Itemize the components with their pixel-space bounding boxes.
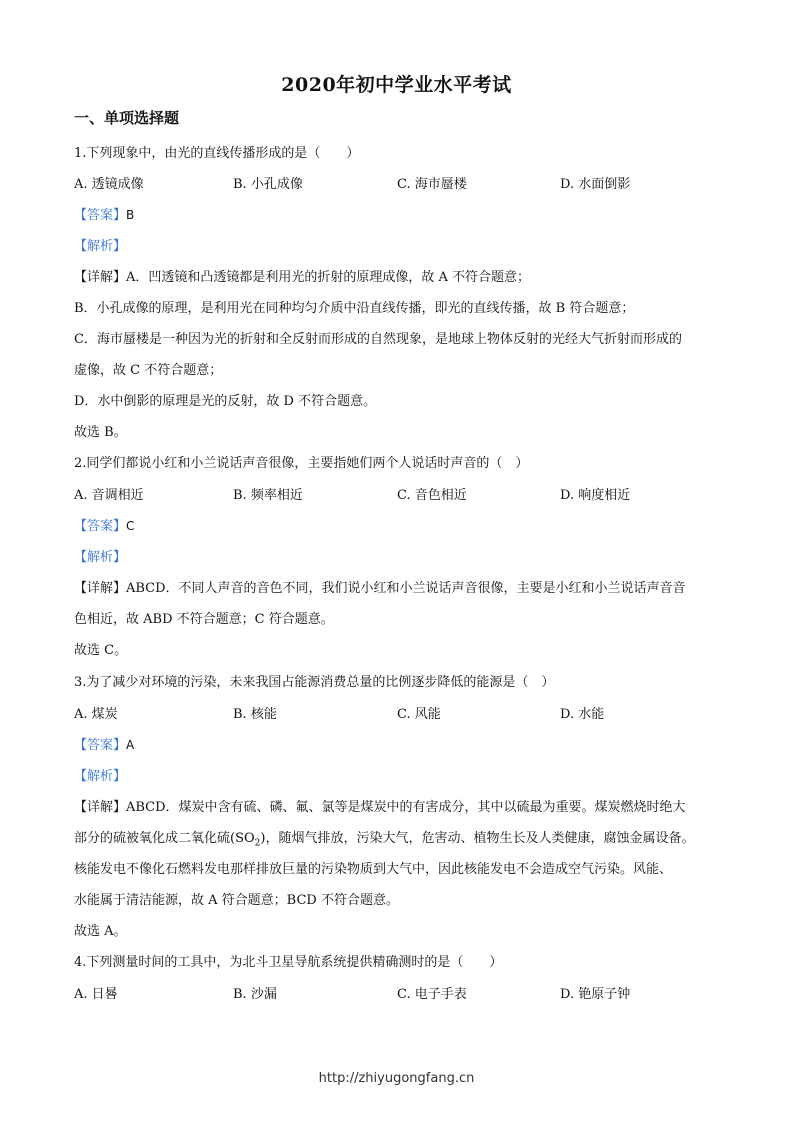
section-heading: 一、单项选择题: [74, 109, 180, 127]
answer-label: 【答案】: [74, 738, 127, 753]
q3-detail-line: 水能属于清洁能源，故 A 符合题意；BCD 不符合题意。: [74, 893, 399, 908]
question-1-stem: 1.下列现象中，由光的直线传播形成的是（ ）: [74, 146, 360, 161]
q2-option-c: C. 音色相近: [397, 488, 467, 503]
q1-detail-line: 故选 B。: [74, 425, 127, 440]
question-3-stem: 3.为了减少对环境的污染，未来我国占能源消费总量的比例逐步降低的能源是（ ）: [74, 675, 555, 690]
question-2-stem: 2.同学们都说小红和小兰说话声音很像，主要指她们两个人说话时声音的（ ）: [74, 456, 529, 471]
page-title: 2020年初中学业水平考试: [281, 74, 512, 96]
q3-analysis-label: 【解析】: [74, 769, 127, 784]
q4-option-a: A. 日晷: [74, 987, 118, 1002]
q1-detail-line: 【详解】A．凹透镜和凸透镜都是利用光的折射的原理成像，故 A 不符合题意；: [74, 270, 531, 285]
q1-answer: [74, 204, 724, 223]
q4-option-d: D. 铯原子钟: [560, 987, 631, 1002]
q1-detail-line: 虚像，故 C 不符合题意；: [74, 363, 223, 378]
q2-option-b: B. 频率相近: [233, 488, 303, 503]
q3-detail-line: 核能发电不像化石燃料发电那样排放巨量的污染物质到大气中，因此核能发电不会造成空气污染。风能、: [74, 862, 673, 877]
answer-value: C: [126, 519, 135, 533]
footer-url[interactable]: http://zhiyugongfang.cn: [318, 1071, 475, 1086]
q1-option-d: D. 水面倒影: [560, 177, 631, 192]
q1-analysis-label: 【解析】: [74, 239, 127, 254]
q1-detail-line: B．小孔成像的原理，是利用光在同种均匀介质中沿直线传播，即光的直线传播，故 B 符合题意；: [74, 301, 635, 316]
q3-option-c: C. 风能: [397, 707, 441, 722]
answer-value: A: [126, 738, 135, 752]
q3-detail-text: )，随烟气排放，污染大气，危害动、植物生长及人类健康，腐蚀金属设备。: [260, 831, 695, 846]
answer-label: 【答案】: [74, 519, 127, 534]
q1-detail-line: D．水中倒影的原理是光的反射，故 D 不符合题意。: [74, 394, 377, 409]
q3-detail-line: 【详解】ABCD．煤炭中含有硫、磷、氟、氯等是煤炭中的有害成分，其中以硫最为重要。煤炭燃烧时绝大: [74, 800, 686, 815]
q2-detail-line: 色相近，故 ABD 不符合题意；C 符合题意。: [74, 612, 334, 627]
answer-value: B: [126, 208, 135, 222]
q3-detail-line: [74, 827, 724, 849]
question-4-stem: 4.下列测量时间的工具中，为北斗卫星导航系统提供精确测时的是（ ）: [74, 955, 503, 970]
q2-answer: [74, 515, 724, 534]
q1-option-c: C. 海市蜃楼: [397, 177, 467, 192]
q4-option-b: B. 沙漏: [233, 987, 277, 1002]
q3-option-a: A. 煤炭: [74, 707, 118, 722]
q3-option-b: B. 核能: [233, 707, 277, 722]
q2-option-d: D. 响度相近: [560, 488, 631, 503]
q3-detail-line: 故选 A。: [74, 924, 127, 939]
q4-option-c: C. 电子手表: [397, 987, 467, 1002]
q2-detail-line: 【详解】ABCD．不同人声音的音色不同，我们说小红和小兰说话声音很像，主要是小红和小兰说话声音音: [74, 581, 686, 596]
answer-label: 【答案】: [74, 208, 127, 223]
q2-detail-line: 故选 C。: [74, 643, 128, 658]
subscript: 2: [254, 838, 261, 849]
q1-option-b: B. 小孔成像: [233, 177, 303, 192]
q2-analysis-label: 【解析】: [74, 550, 127, 565]
q1-option-a: A. 透镜成像: [74, 177, 144, 192]
q3-option-d: D. 水能: [560, 707, 605, 722]
q2-option-a: A. 音调相近: [74, 488, 144, 503]
q3-answer: [74, 734, 724, 753]
q3-detail-text: 部分的硫被氧化成二氧化硫(SO: [74, 831, 255, 846]
q1-detail-line: C．海市蜃楼是一种因为光的折射和全反射而形成的自然现象，是地球上物体反射的光经大气折射而形成的: [74, 332, 682, 347]
